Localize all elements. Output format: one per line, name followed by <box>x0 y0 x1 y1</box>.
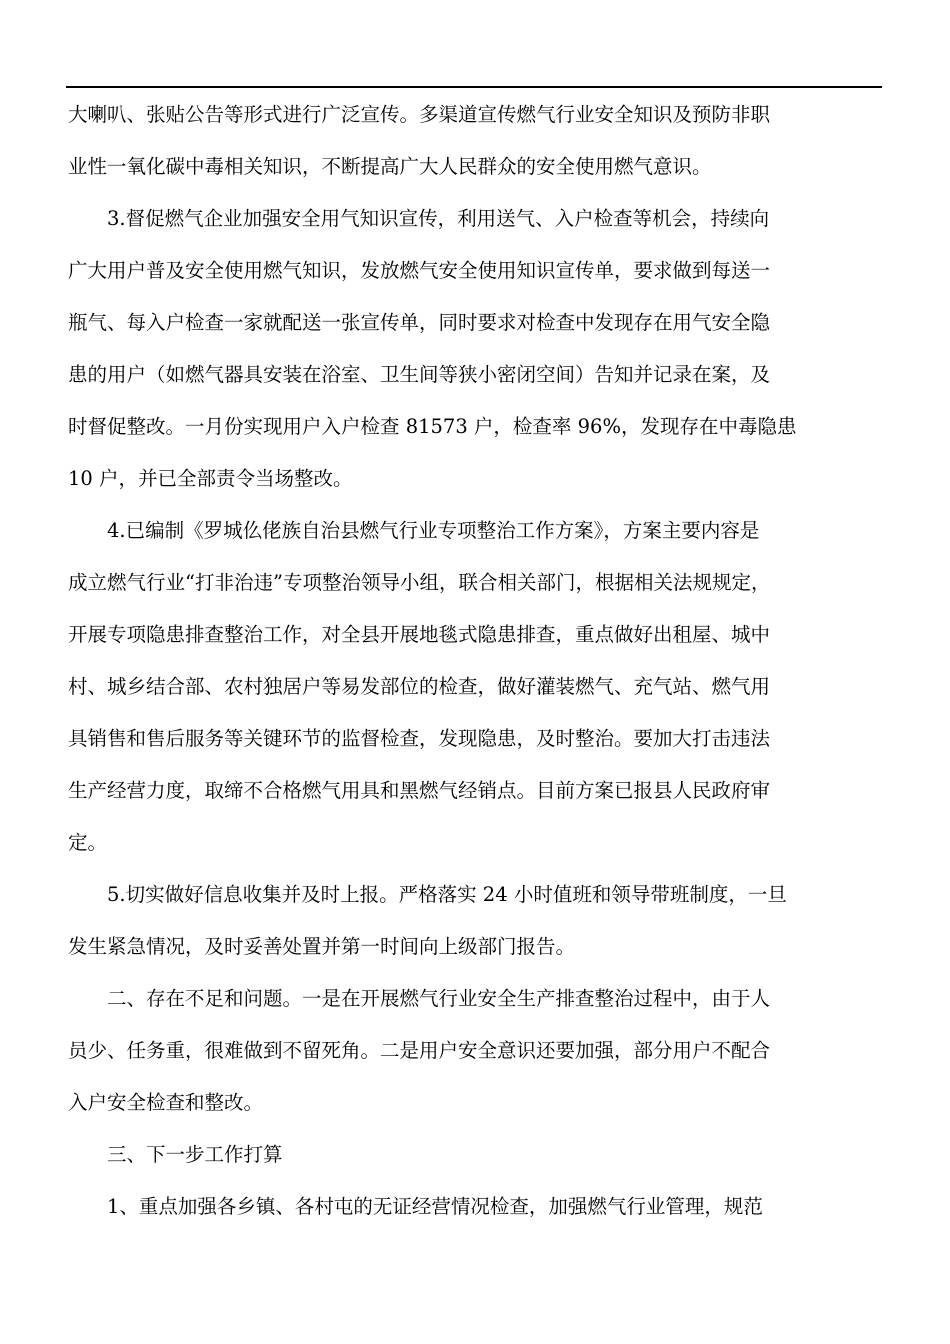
text-line: 5.切实做好信息收集并及时上报。严格落实 24 小时值班和领导带班制度，一旦 <box>107 883 787 906</box>
text-line: 成立燃气行业“打非治违”专项整治领导小组，联合相关部门，根据相关法规规定， <box>68 571 771 594</box>
document-body <box>68 89 884 1233</box>
section-heading-next-steps <box>68 1129 884 1181</box>
text-line: 瓶气、每入户检查一家就配送一张宣传单，同时要求对检查中发现存在用气安全隐 <box>68 311 771 334</box>
text-line: 4.已编制《罗城仫佬族自治县燃气行业专项整治工作方案》，方案主要内容是 <box>107 519 760 542</box>
text-line: 患的用户（如燃气器具安装在浴室、卫生间等狭小密闭空间）告知并记录在案，及 <box>68 363 771 386</box>
paragraph-item-3 <box>68 193 884 505</box>
paragraph-item-5 <box>68 869 884 973</box>
text-line: 10 户，并已全部责令当场整改。 <box>68 467 353 490</box>
paragraph-publicity-continuation <box>68 89 884 193</box>
text-line: 入户安全检查和整改。 <box>68 1091 264 1114</box>
paragraph-section-2-problems <box>68 973 884 1129</box>
text-line: 村、城乡结合部、农村独居户等易发部位的检查，做好灌装燃气、充气站、燃气用 <box>68 675 771 698</box>
paragraph-item-4 <box>68 505 884 869</box>
text-line: 1、重点加强各乡镇、各村屯的无证经营情况检查，加强燃气行业管理，规范 <box>107 1195 763 1218</box>
paragraph-next-step-1 <box>68 1181 884 1233</box>
text-line: 开展专项隐患排查整治工作，对全县开展地毯式隐患排查，重点做好出租屋、城中 <box>68 623 771 646</box>
text-line: 3.督促燃气企业加强安全用气知识宣传，利用送气、入户检查等机会，持续向 <box>107 207 770 230</box>
header-rule <box>66 86 882 88</box>
text-line: 具销售和售后服务等关键环节的监督检查，发现隐患，及时整治。要加大打击违法 <box>68 727 771 750</box>
text-line: 定。 <box>68 831 108 854</box>
text-line: 大喇叭、张贴公告等形式进行广泛宣传。多渠道宣传燃气行业安全知识及预防非职 <box>68 103 771 126</box>
text-line: 二、存在不足和问题。一是在开展燃气行业安全生产排查整治过程中，由于人 <box>107 987 771 1010</box>
text-line: 发生紧急情况，及时妥善处置并第一时间向上级部门报告。 <box>68 935 576 958</box>
text-line: 广大用户普及安全使用燃气知识，发放燃气安全使用知识宣传单，要求做到每送一 <box>68 259 771 282</box>
text-line: 业性一氧化碳中毒相关知识，不断提高广大人民群众的安全使用燃气意识。 <box>68 155 712 178</box>
text-line: 时督促整改。一月份实现用户入户检查 81573 户，检查率 96%，发现存在中毒隐患 <box>68 415 797 438</box>
text-line: 生产经营力度，取缔不合格燃气用具和黑燃气经销点。目前方案已报县人民政府审 <box>68 779 771 802</box>
text-line: 三、下一步工作打算 <box>107 1143 283 1166</box>
text-line: 员少、任务重，很难做到不留死角。二是用户安全意识还要加强，部分用户不配合 <box>68 1039 771 1062</box>
